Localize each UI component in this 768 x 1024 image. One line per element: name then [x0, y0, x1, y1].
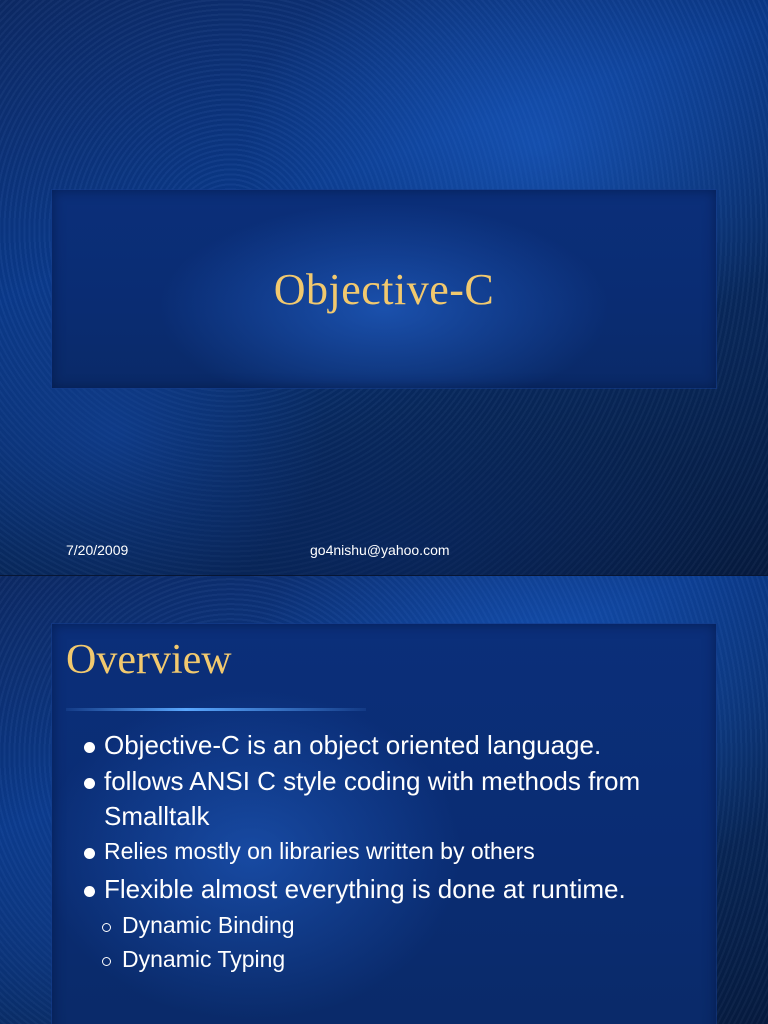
- slide-title: Objective-C: [273, 264, 495, 314]
- bullet-text: Flexible almost everything is done at runtime.: [104, 874, 626, 904]
- bullet-icon: [84, 848, 95, 859]
- list-item: [82, 872, 702, 907]
- content-box: [52, 624, 716, 1024]
- bullet-text: Objective-C is an object oriented language.: [104, 730, 602, 760]
- hollow-bullet-icon: [102, 923, 111, 932]
- footer-date: 7/20/2009: [66, 542, 129, 558]
- bullet-list: [82, 728, 702, 976]
- overview-slide: [0, 576, 768, 1024]
- list-item: [82, 764, 702, 834]
- sub-bullet-text: Dynamic Binding: [122, 912, 295, 938]
- slide-heading: Overview: [66, 637, 232, 683]
- sub-list-item: [100, 942, 702, 976]
- heading-underline: [66, 708, 366, 711]
- list-item: [82, 835, 702, 867]
- list-item: [82, 728, 702, 763]
- bullet-text: follows ANSI C style coding with methods from Smalltalk: [104, 766, 641, 831]
- title-box: [52, 190, 716, 388]
- bullet-text: Relies mostly on libraries written by others: [104, 838, 535, 864]
- bullet-icon: [84, 778, 95, 789]
- bullet-icon: [84, 886, 95, 897]
- bullet-icon: [84, 742, 95, 753]
- hollow-bullet-icon: [102, 957, 111, 966]
- sub-list-item: [100, 908, 702, 942]
- sub-bullet-text: Dynamic Typing: [122, 946, 286, 972]
- footer-email: go4nishu@yahoo.com: [310, 542, 450, 558]
